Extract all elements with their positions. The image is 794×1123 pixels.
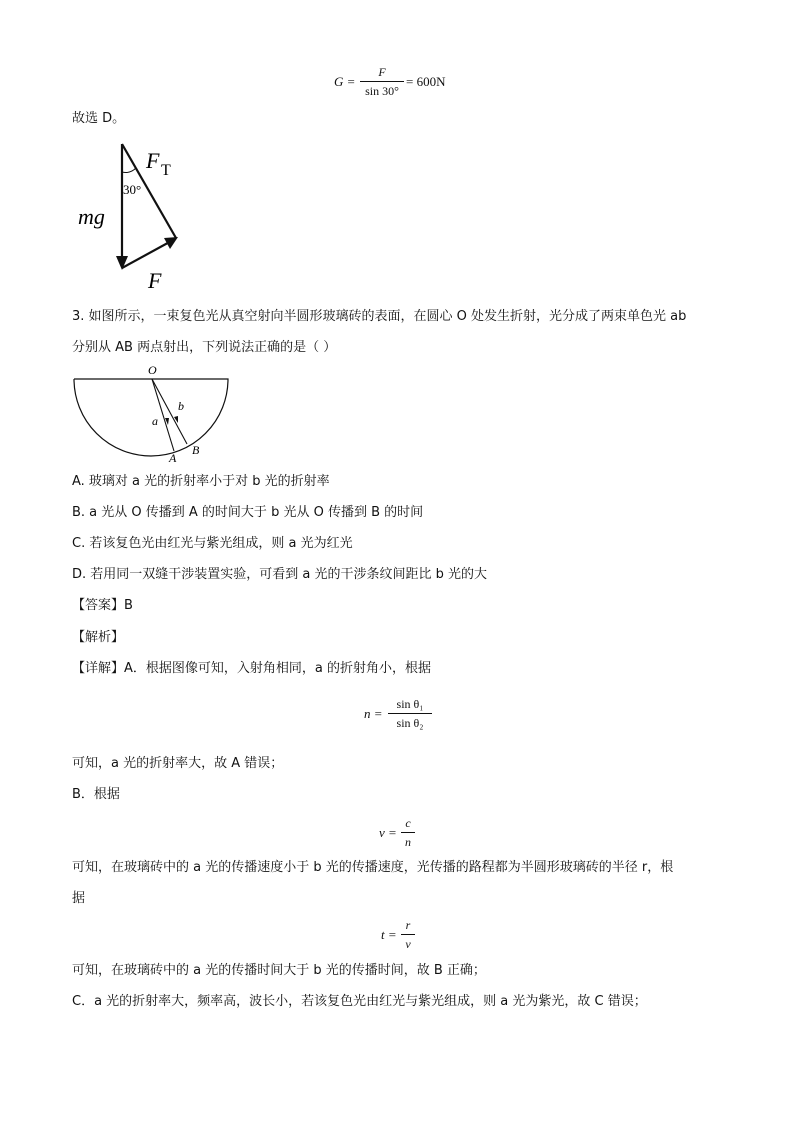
option-b: B. a 光从 O 传播到 A 的时间大于 b 光从 O 传播到 B 的时间 [72, 505, 424, 520]
semicircle-glass-figure [72, 362, 232, 462]
f-label: F [148, 268, 162, 293]
formula-g-rhs: = 600N [406, 74, 446, 89]
option-a: A. 玻璃对 a 光的折射率小于对 b 光的折射率 [72, 474, 330, 489]
formula-g [334, 65, 454, 110]
formula-v [379, 815, 429, 855]
detail-a-conclusion: 可知，a 光的折射率大，故 A 错误； [72, 756, 284, 771]
detail-a-line: 【详解】A．根据图像可知，入射角相同，a 的折射角小，根据 [72, 661, 431, 676]
formula-v-lhs: v = [379, 825, 397, 840]
formula-v-denominator: n [405, 835, 411, 849]
question-3-line2: 分别从 AB 两点射出，下列说法正确的是（ ） [72, 340, 337, 355]
label-b-point: B [192, 443, 200, 457]
option-d: D. 若用同一双缝干涉装置实验，可看到 a 光的干涉条纹间距比 b 光的大 [72, 567, 488, 582]
formula-t-numerator: r [405, 918, 411, 932]
formula-g-denominator: sin 30° [365, 84, 399, 98]
fraction-bar [401, 934, 415, 935]
detail-b-line1: 可知，在玻璃砖中的 a 光的传播速度小于 b 光的传播速度，光传播的路程都为半圆形玻璃砖的半径 r，根 [72, 860, 674, 875]
mg-label: mg [78, 204, 105, 229]
angle-label: 30° [123, 182, 142, 197]
select-d-text: 故选 D。 [72, 111, 126, 126]
detail-b-heading: B．根据 [72, 787, 120, 802]
formula-v-numerator: c [405, 816, 411, 830]
formula-n-numerator: sin θ₁ [396, 697, 424, 711]
formula-g-fraction [360, 64, 404, 99]
formula-v-fraction [401, 815, 415, 850]
question-3-line1: 3. 如图所示，一束复色光从真空射向半圆形玻璃砖的表面，在圆心 O 处发生折射，光分成了两束单色光 ab [72, 309, 687, 324]
formula-n [364, 696, 444, 736]
fraction-bar [401, 832, 415, 833]
detail-b-line2: 据 [72, 891, 86, 906]
fraction-bar [360, 81, 404, 82]
semicircle-outline [74, 379, 228, 456]
formula-g-lhs: G = [334, 74, 356, 89]
formula-t-denominator: v [405, 937, 411, 951]
label-a: a [152, 414, 158, 428]
force-triangle-figure [72, 138, 202, 298]
fraction-bar [388, 713, 432, 714]
ft-subscript: T [161, 162, 171, 179]
formula-g-numerator: F [378, 65, 386, 79]
detail-b-conclusion: 可知，在玻璃砖中的 a 光的传播时间大于 b 光的传播时间，故 B 正确； [72, 963, 486, 978]
formula-t [381, 917, 431, 957]
label-a-point: A [169, 451, 177, 462]
answer-line: 【答案】B [72, 598, 133, 613]
formula-t-fraction [401, 917, 415, 952]
formula-t-lhs: t = [381, 927, 397, 942]
label-b: b [178, 399, 184, 413]
formula-n-denominator: sin θ₂ [396, 716, 424, 730]
ft-label: F [146, 148, 160, 173]
angle-arc [122, 168, 136, 173]
option-c: C. 若该复色光由红光与紫光组成，则 a 光为红光 [72, 536, 353, 551]
formula-n-fraction [388, 696, 432, 731]
detail-c-line: C．a 光的折射率大，频率高，波长小，若该复色光由红光与紫光组成，则 a 光为紫光，故 C 错误； [72, 994, 647, 1009]
label-o: O [148, 363, 157, 377]
analysis-heading: 【解析】 [72, 630, 125, 645]
formula-n-lhs: n = [364, 706, 383, 721]
